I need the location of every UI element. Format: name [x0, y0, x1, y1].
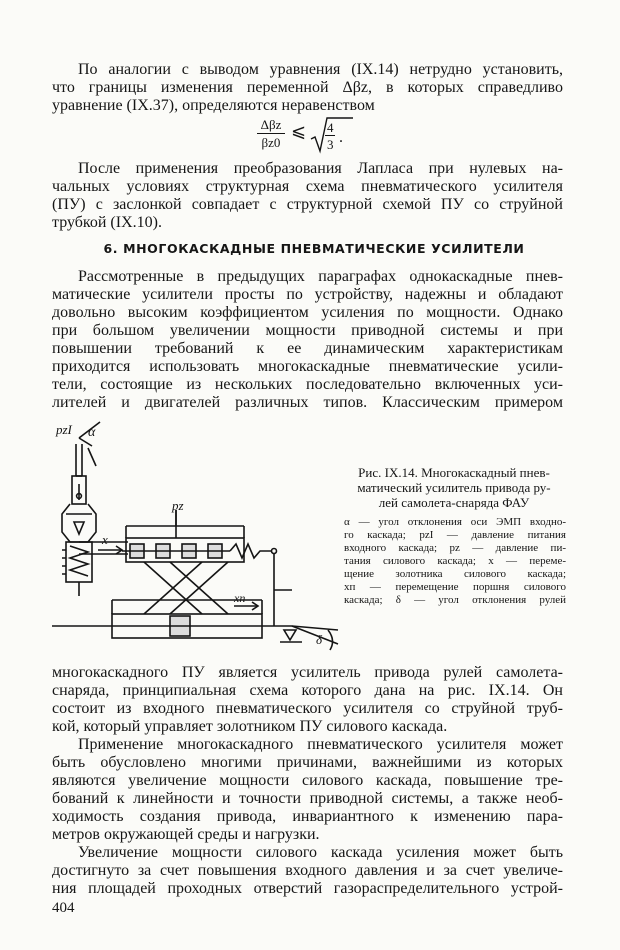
section-heading: 6. МНОГОКАСКАДНЫЕ ПНЕВМАТИЧЕСКИЕ УСИЛИТЕЛИ — [103, 241, 525, 256]
figure-caption-line: Рис. IX.14. Многокаскадный пнев- — [358, 465, 550, 480]
formula-period: . — [339, 129, 343, 146]
formula-relation: ⩽ — [291, 121, 307, 141]
label-delta: δ — [316, 632, 323, 647]
text-line: достигнуто за счет повышения входного давления и за счет увеличе- — [52, 862, 563, 879]
pneumatic-amplifier-diagram — [52, 418, 342, 658]
text-line: снаряда, принципиальная схема которого дана на рис. IX.14. Он — [52, 682, 563, 699]
figure-legend-line: го каскада; pzI — давление питания — [344, 529, 566, 541]
text-line: быть обусловлено многими причинами, важнейшими из которых — [52, 754, 563, 771]
text-line: что границы изменения переменной Δβz, в которых справедливо — [52, 79, 563, 96]
text-line: (ПУ) с заслонкой совпадает с структурной схемой ПУ со струйной — [52, 196, 563, 213]
text-line: довольно высоким коэффициентом усиления по мощности. Однако — [52, 304, 563, 321]
text-line: По аналогии с выводом уравнения (IX.14) нетрудно установить, — [78, 61, 563, 78]
figure-caption-line: лей самолета-снаряда ФАУ — [378, 495, 530, 510]
text-line: чальных условиях структурная схема пневматического усилителя — [52, 178, 563, 195]
fraction-bar — [257, 133, 285, 134]
text-line: После применения преобразования Лапласа при нулевых на- — [78, 160, 563, 177]
figure-caption-line: матический усилитель привода ру- — [357, 480, 551, 495]
text-line: метров окружающей среды и нагрузки. — [52, 826, 320, 843]
figure-legend-line: щение золотника силового каскада; — [344, 568, 566, 580]
text-line: трубкой (IX.10). — [52, 214, 162, 231]
text-line: Применение многокаскадного пневматического усилителя может — [78, 736, 563, 753]
radicand-numerator: 4 — [327, 120, 334, 135]
formula-denominator: βz0 — [261, 135, 281, 150]
label-x: x — [102, 532, 108, 547]
text-line: ния площадей проходных отверстий газораспределительного устрой- — [52, 880, 563, 897]
radicand-denominator: 3 — [327, 137, 334, 152]
text-line: приходится использовать многокаскадные пневматические усили- — [52, 358, 563, 375]
text-line: многокаскадного ПУ является усилитель привода рулей самолета- — [52, 664, 563, 681]
text-line: матические усилители просты по устройству, надежны и обладают — [52, 286, 563, 303]
figure-legend-line: xп — перемещение поршня силового — [344, 581, 566, 593]
text-line: уравнение (IX.37), определяются неравенством — [52, 97, 375, 114]
text-line: Увеличение мощности силового каскада усиления может быть — [78, 844, 563, 861]
text-line: бований к линейности и точности приводной системы, а также необ- — [52, 790, 563, 807]
text-line: при большом увеличении мощности приводной системы и при — [52, 322, 563, 339]
text-line: повышении требований к ее динамическим характеристикам — [52, 340, 563, 357]
page-number: 404 — [52, 900, 75, 916]
text-line: кой, который управляет золотником ПУ силового каскада. — [52, 718, 448, 735]
figure-legend-line: входного каскада; pz — давление пи- — [344, 542, 566, 554]
text-line: лителей и двигателей различных типов. Классическим примером — [52, 394, 563, 411]
figure-legend-line: α — угол отклонения оси ЭМП входно- — [344, 516, 566, 528]
inequality-formula — [255, 117, 345, 153]
text-line: тели, состоящие из нескольких последовательно включенных уси- — [52, 376, 563, 393]
label-pz1: pzI — [56, 422, 72, 437]
figure-legend-line: каскада; δ — угол отклонения рулей — [344, 594, 566, 606]
figure-legend-line: тания силового каскада; x — переме- — [344, 555, 566, 567]
label-pz: pz — [172, 498, 184, 513]
text-line: Рассмотренные в предыдущих параграфах однокаскадные пнев- — [78, 268, 563, 285]
formula-numerator: Δβz — [260, 117, 282, 132]
label-alpha: α — [88, 425, 96, 440]
radicand-fraction-bar — [325, 135, 335, 136]
text-line: являются увеличение мощности силового каскада, повышение тре- — [52, 772, 563, 789]
label-xp: xп — [234, 591, 246, 605]
text-line: состоит из входного пневматического усилителя со струйной труб- — [52, 700, 563, 717]
text-line: ходимость создания привода, инвариантного к изменению пара- — [52, 808, 563, 825]
